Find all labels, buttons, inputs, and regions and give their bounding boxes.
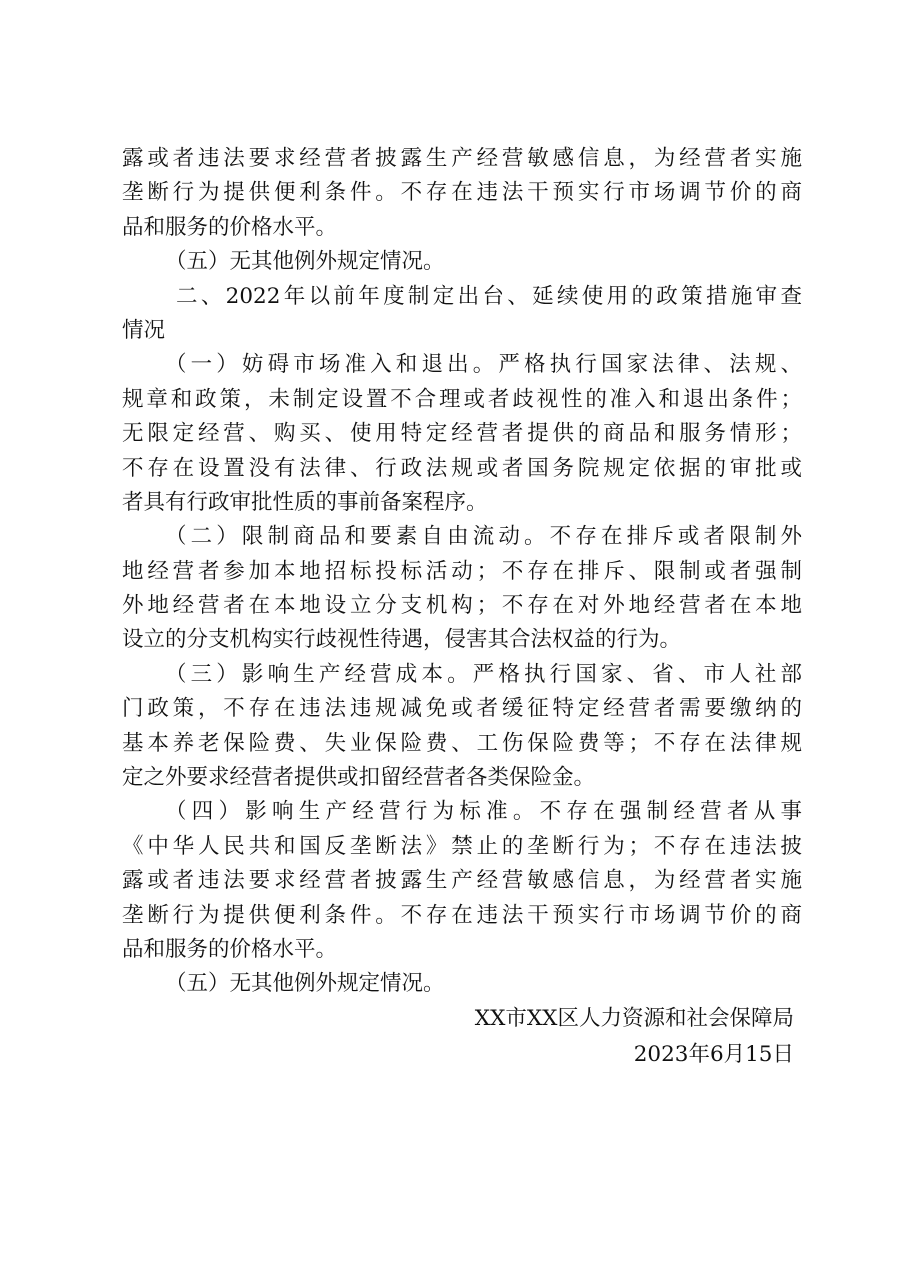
text-line: 露或者违法要求经营者披露生产经营敏感信息，为经营者实施 <box>122 868 802 894</box>
text-line: 设立的分支机构实行歧视性待遇，侵害其合法权益的行为。 <box>122 627 682 653</box>
text-line: 露或者违法要求经营者披露生产经营敏感信息，为经营者实施 <box>122 146 802 171</box>
text-line: 《中华人民共和国反垄断法》禁止的垄断行为；不存在违法披 <box>122 833 802 859</box>
text-line: 品和服务的价格水平。 <box>122 214 338 240</box>
text-line: 无限定经营、购买、使用特定经营者提供的商品和服务情形； <box>122 421 802 447</box>
paragraph-one-start: （一）妨碍市场准入和退出。严格执行国家法律、法规、 <box>165 352 802 378</box>
text-line: 外地经营者在本地设立分支机构；不存在对外地经营者在本地 <box>122 593 802 619</box>
document-body <box>122 142 802 1073</box>
text-line: 门政策，不存在违法违规减免或者缓征特定经营者需要缴纳的 <box>122 696 802 722</box>
text-line: 者具有行政审批性质的事前备案程序。 <box>122 489 488 515</box>
section-five-heading: （五）无其他例外规定情况。 <box>165 249 445 275</box>
text-line: 垄断行为提供便利条件。不存在违法干预实行市场调节价的商 <box>122 180 802 206</box>
signature-organization: XX市XX区人力资源和社会保障局 <box>474 1005 794 1031</box>
text-line: 规章和政策，未制定设置不合理或者歧视性的准入和退出条件； <box>122 386 802 412</box>
signature-date: 2023年6月15日 <box>633 1042 794 1068</box>
paragraph-five: （五）无其他例外规定情况。 <box>165 971 445 997</box>
text-line: 品和服务的价格水平。 <box>122 936 338 962</box>
paragraph-three-start: （三）影响生产经营成本。严格执行国家、省、市人社部 <box>165 661 802 687</box>
section-two-heading: 二、2022年以前年度制定出台、延续使用的政策措施审查 <box>176 283 802 309</box>
text-line: 情况 <box>122 317 166 343</box>
text-line: 垄断行为提供便利条件。不存在违法干预实行市场调节价的商 <box>122 902 802 928</box>
text-line: 定之外要求经营者提供或扣留经营者各类保险金。 <box>122 765 596 791</box>
paragraph-four-start: （四）影响生产经营行为标准。不存在强制经营者从事 <box>165 799 802 825</box>
text-line: 地经营者参加本地招标投标活动；不存在排斥、限制或者强制 <box>122 558 802 584</box>
paragraph-two-start: （二）限制商品和要素自由流动。不存在排斥或者限制外 <box>165 524 802 550</box>
text-line: 不存在设置没有法律、行政法规或者国务院规定依据的审批或 <box>122 455 802 481</box>
text-line: 基本养老保险费、失业保险费、工伤保险费等；不存在法律规 <box>122 730 802 756</box>
